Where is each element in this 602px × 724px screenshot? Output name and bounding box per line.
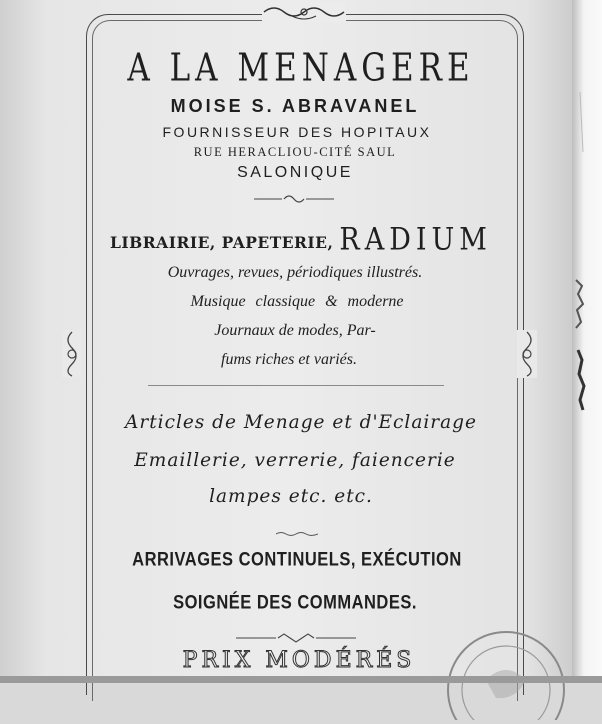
scan-bottom-bar bbox=[0, 676, 602, 683]
library-line-4: fums riches et variés. bbox=[221, 351, 357, 368]
shop-name-title: A LA MENAGERE bbox=[127, 45, 475, 91]
tagline: FOURNISSEUR DES HOPITAUX bbox=[162, 124, 432, 140]
service-line-2: SOIGNÉE DES COMMANDES. bbox=[173, 592, 417, 614]
household-line-1: Articles de Menage et d'Eclairage bbox=[125, 412, 477, 433]
prices-footer: PRIX MODÉRÉS bbox=[182, 648, 416, 673]
owner-name: MOISE S. ABRAVANEL bbox=[170, 96, 420, 116]
short-wavy-divider-icon bbox=[276, 522, 318, 528]
address: RUE HERACLIOU-CITÉ SAUL bbox=[193, 145, 397, 159]
household-line-3: lampes etc. etc. bbox=[209, 486, 373, 507]
service-line-1: ARRIVAGES CONTINUELS, EXÉCUTION bbox=[132, 549, 462, 571]
section-divider bbox=[148, 385, 444, 386]
radium-heading: RADIUM bbox=[339, 221, 492, 258]
library-line-2: Musique classique & moderne bbox=[190, 293, 404, 310]
separator-ornament-icon bbox=[254, 190, 334, 202]
top-ornament-icon bbox=[262, 2, 346, 22]
library-line-1: Ouvrages, revues, périodiques illustrés. bbox=[167, 264, 423, 281]
library-stamp-icon bbox=[436, 620, 586, 720]
household-line-2: Emaillerie, verrerie, faiencerie bbox=[134, 450, 456, 471]
library-heading-text: LIBRAIRIE, PAPETERIE, bbox=[110, 233, 334, 252]
city: SALONIQUE bbox=[237, 164, 353, 181]
library-line-3: Journaux de modes, Par- bbox=[214, 322, 376, 339]
library-heading bbox=[0, 221, 602, 258]
bottom-separator-ornament-icon bbox=[236, 628, 356, 638]
